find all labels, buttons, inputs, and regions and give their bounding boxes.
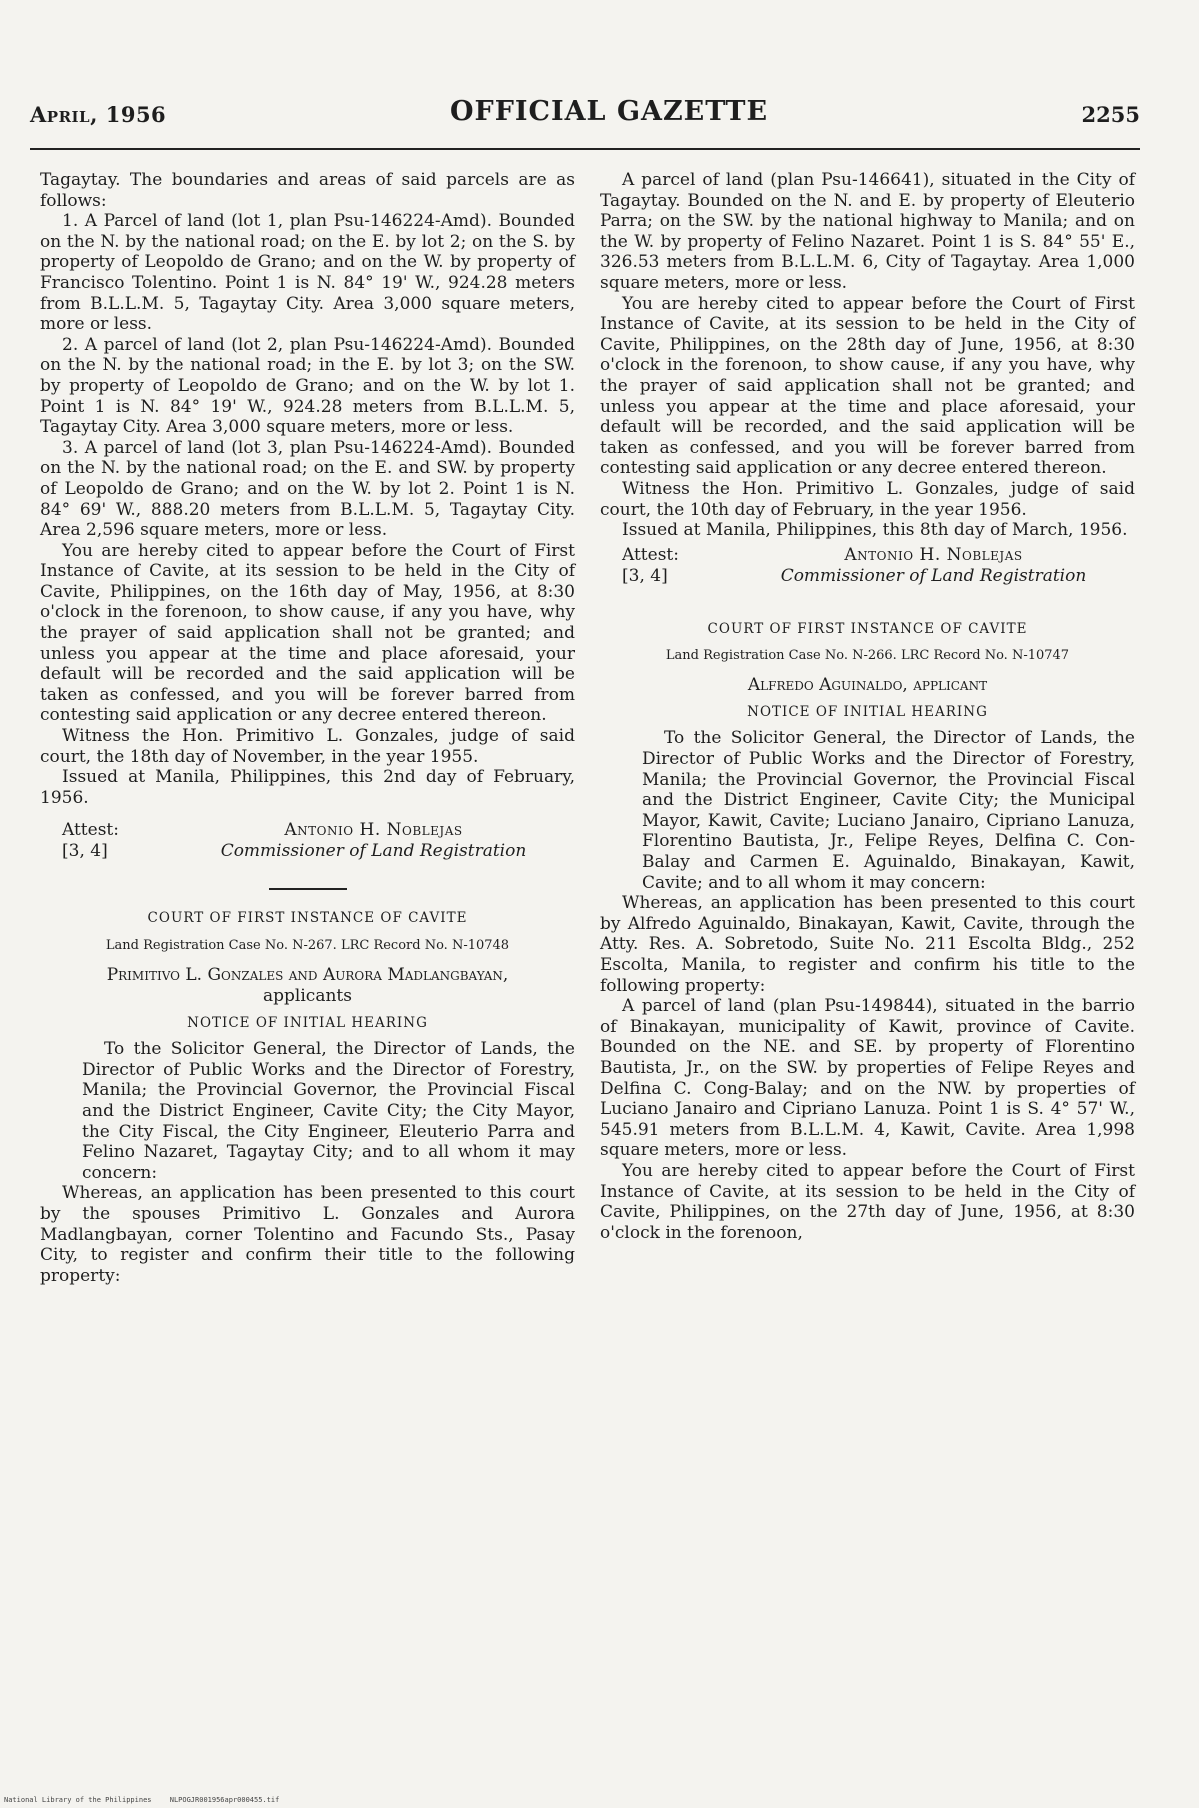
issued-paragraph: Issued at Manila, Philippines, this 8th day of March, 1956. [622, 520, 1128, 541]
publication-title: OFFICIAL GAZETTE [450, 96, 769, 127]
attest-reference: [3, 4] [622, 565, 668, 586]
applicants-names: Primitivo L. Gonzales and Aurora Madlangbayan, [106, 964, 509, 985]
applicant: Alfredo Aguinaldo, applicant [747, 674, 988, 695]
applicants [40, 965, 575, 1007]
page-number: 2255 [1081, 102, 1140, 127]
attest-label: Attest: [622, 544, 679, 565]
addressees: To the Solicitor General, the Director of Lands, the Director of Public Works and the Director of Forestry, Manila; the Provincial Governor, the Provincial Fiscal and the District Engineer, Cavite City; the City Mayor, the City Fiscal, the City Engineer, Eleuterio Parra and Felino Nazaret, Tagaytay City; and to all whom it may concern: [82, 1039, 575, 1183]
attest-title: Commissioner of Land Registration [780, 565, 1087, 586]
whereas-paragraph: Whereas, an application has been presented to this court by the spouses Primitivo L. Gonzales and Aurora Madlangbayan, corner Tolentino and Facundo Sts., Pasay City, to register and confirm their title to the following property: [40, 1183, 575, 1286]
parcel-description-2: A parcel of land (plan Psu-149844), situated in the barrio of Binakayan, municipality of Kawit, province of Cavite. Bounded on the NE. and SE. by property of Florentino Bautista, Jr., on the SW. by properties of Felipe Reyes and Delfina C. Cong-Balay; and on the NW. by properties of Luciano Janairo and Cipriano Lanuza. Point 1 is S. 4° 57' W., 545.91 meters from B.L.L.M. 4, Kawit, Cavite. Area 1,998 square meters, more or less. [600, 996, 1135, 1161]
attestation [600, 545, 1135, 587]
witness-paragraph: Witness the Hon. Primitivo L. Gonzales, judge of said court, the 10th day of February, in the year 1956. [600, 478, 1135, 520]
citation-paragraph: You are hereby cited to appear before the Court of First Instance of Cavite, at its session to be held in the City of Cavite, Philippines, on the 16th day of May, 1956, at 8:30 o'clock in the forenoon, to show cause, if any you have, why the prayer of said application shall not be granted; and unless you appear at the time and place aforesaid, your default will be recorded and the said application will be taken as confessed, and you will be forever barred from contesting said application or any decree entered thereon. [40, 540, 575, 726]
parcel-2: 2. A parcel of land (lot 2, plan Psu-146224-Amd). Bounded on the N. by the national road; in the E. by lot 3; on the SW. by property of Leopoldo de Grano; and on the W. by lot 1. Point 1 is N. 84° 19' W., 924.28 meters from B.L.L.M. 5, Tagaytay City. Area 3,000 square meters, more or less. [40, 334, 575, 438]
attest-title: Commissioner of Land Registration [220, 841, 527, 862]
case-number: Land Registration Case No. N-267. LRC Record No. N-10748 [105, 938, 510, 953]
issued-paragraph: Issued at Manila, Philippines, this 2nd day of February, 1956. [40, 767, 575, 808]
applicants-label: applicants [263, 985, 352, 1006]
parcels-intro: Tagaytay. The boundaries and areas of said parcels are as follows: [40, 170, 575, 211]
parcel-3: 3. A parcel of land (lot 3, plan Psu-146224-Amd). Bounded on the N. by the national road; on the E. and SW. by property of Leopoldo de Grano; and on the W. by lot 2. Point 1 is N. 84° 69' W., 888.20 meters from B.L.L.M. 5, Tagaytay City. Area 2,596 square meters, more or less. [40, 437, 575, 541]
citation-paragraph-2: You are hereby cited to appear before the Court of First Instance of Cavite, at its session to be held in the City of Cavite, Philippines, on the 27th day of June, 1956, at 8:30 o'clock in the forenoon, [600, 1160, 1135, 1243]
attest-reference: [3, 4] [62, 841, 108, 862]
notice-heading: NOTICE OF INITIAL HEARING [187, 1014, 428, 1031]
left-column [40, 170, 575, 1286]
whereas-paragraph: Whereas, an application has been presented to this court by Alfredo Aguinaldo, Binakayan, Kawit, Cavite, through the Atty. Res. A. Sobretodo, Suite No. 211 Escolta Bldg., 252 Escolta, Manila, to register and confirm his title to the following property: [600, 893, 1135, 996]
issue-date: April, 1956 [30, 102, 167, 127]
court-heading: COURT OF FIRST INSTANCE OF CAVITE [707, 620, 1028, 637]
attest-label: Attest: [62, 820, 119, 841]
court-heading: COURT OF FIRST INSTANCE OF CAVITE [147, 910, 468, 927]
case-number: Land Registration Case No. N-266. LRC Record No. N-10747 [665, 648, 1070, 664]
citation-paragraph: You are hereby cited to appear before the Court of First Instance of Cavite, at its session to be held in the City of Cavite, Philippines, on the 28th day of June, 1956, at 8:30 o'clock in the forenoon, to show cause, if any you have, why the prayer of said application shall not be granted; and unless you appear at the time and place aforesaid, your default will be recorded, and the said application will be taken as confessed, and you will be forever barred from contesting said application or any decree entered thereon. [600, 293, 1135, 479]
attest-name: Antonio H. Noblejas [284, 820, 463, 841]
attestation [40, 820, 575, 862]
scan-footer [4, 1796, 293, 1804]
header-rule [30, 148, 1140, 150]
page-header [30, 92, 1140, 136]
addressees: To the Solicitor General, the Director of Lands, the Director of Public Works and the Director of Forestry, Manila; the Provincial Governor, the Provincial Fiscal and the District Engineer, Cavite City; the Municipal Mayor, Kawit, Cavite; Luciano Janairo, Cipriano Lanuza, Florentino Bautista, Jr., Felipe Reyes, Delfina C. Con-Balay and Carmen E. Aguinaldo, Binakayan, Kawit, Cavite; and to all whom it may concern: [642, 728, 1135, 893]
right-column [600, 170, 1135, 1243]
attest-name: Antonio H. Noblejas [844, 544, 1023, 565]
section-divider [269, 888, 347, 890]
parcel-1: 1. A Parcel of land (lot 1, plan Psu-146224-Amd). Bounded on the N. by the national road; on the E. by lot 2; on the S. by property of Leopoldo de Grano; and on the W. by property of Francisco Tolentino. Point 1 is N. 84° 19' W., 924.28 meters from B.L.L.M. 5, Tagaytay City. Area 3,000 square meters, more or less. [40, 211, 575, 335]
scan-filename: NLPOGJR001956apr000455.tif [169, 1796, 280, 1804]
notice-heading: NOTICE OF INITIAL HEARING [747, 703, 988, 720]
witness-paragraph: Witness the Hon. Primitivo L. Gonzales, judge of said court, the 18th day of November, in the year 1955. [40, 726, 575, 767]
library-credit: National Library of the Philippines [4, 1796, 152, 1804]
parcel-description: A parcel of land (plan Psu-146641), situated in the City of Tagaytay. Bounded on the N. and E. by property of Eleuterio Parra; on the SW. by the national highway to Manila; and on the W. by property of Felino Nazaret. Point 1 is S. 84° 55' E., 326.53 meters from B.L.L.M. 6, City of Tagaytay. Area 1,000 square meters, more or less. [600, 170, 1135, 293]
